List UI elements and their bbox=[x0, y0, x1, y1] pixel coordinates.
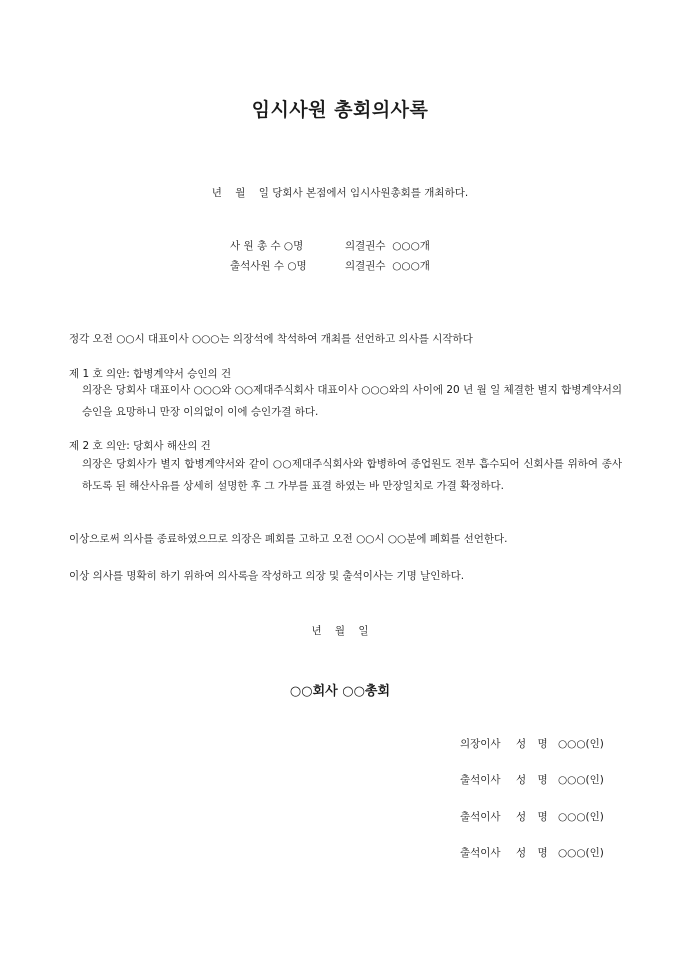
count-label: 출석사원 수 ○명 bbox=[230, 260, 307, 272]
agenda-heading-2: 제 2 호 의안: 당회사 해산의 건 bbox=[69, 440, 211, 452]
date-line: 년 월 일 bbox=[311, 625, 369, 637]
count-value: 의결권수 ○○○개 bbox=[345, 260, 430, 272]
count-row-members bbox=[230, 238, 430, 253]
closing-paragraph: 이상으로써 의사를 종료하였으므로 의장은 폐회를 고하고 오전 ○○시 ○○분에 폐회를 선언한다. bbox=[69, 533, 508, 545]
count-value: 의결권수 ○○○개 bbox=[345, 240, 430, 252]
record-note: 이상 의사를 명확히 하기 위하여 의사록을 작성하고 의장 및 출석이사는 기명 날인하다. bbox=[69, 570, 465, 582]
signature-name-label: 성 명 bbox=[516, 774, 548, 786]
signature-value: ○○○(인) bbox=[558, 811, 604, 823]
signature-name-label: 성 명 bbox=[516, 738, 548, 750]
intro-line: 년 월 일 당회사 본점에서 임시사원총회를 개최하다. bbox=[211, 187, 469, 199]
signature-role: 출석이사 bbox=[460, 847, 501, 859]
agenda-body-2: 의장은 당회사가 별지 합병계약서와 같이 ○○제대주식회사와 합병하여 종업원도 전부 흡수되어 신회사를 위하여 종사하도록 된 해산사유를 상세히 설명한 후 그 가부를 표결 하였는 바 만장일치로 가결 확정하다. bbox=[82, 458, 622, 492]
company-name: ○○회사 ○○총회 bbox=[289, 684, 391, 699]
agenda-heading-1: 제 1 호 의안: 합병계약서 승인의 건 bbox=[69, 368, 232, 380]
signature-role: 출석이사 bbox=[460, 811, 501, 823]
document-title: 임시사원 총회의사록 bbox=[251, 99, 429, 121]
signature-row bbox=[460, 772, 604, 787]
signature-role: 의장이사 bbox=[460, 738, 501, 750]
signature-row bbox=[460, 845, 604, 860]
signature-role: 출석이사 bbox=[460, 774, 501, 786]
signature-value: ○○○(인) bbox=[558, 847, 604, 859]
count-label: 사 원 총 수 ○명 bbox=[230, 240, 304, 252]
agenda-body-1: 의장은 당회사 대표이사 ○○○와 ○○제대주식회사 대표이사 ○○○와의 사이에 20 년 월 일 체결한 별지 합병계약서의 승인을 요망하니 만장 이의없이 이에 승인가결 하다. bbox=[82, 384, 622, 418]
signature-value: ○○○(인) bbox=[558, 774, 604, 786]
signature-name-label: 성 명 bbox=[516, 811, 548, 823]
signature-value: ○○○(인) bbox=[558, 738, 604, 750]
count-row-attending bbox=[230, 258, 430, 273]
signature-row bbox=[460, 809, 604, 824]
signature-name-label: 성 명 bbox=[516, 847, 548, 859]
opening-paragraph: 정각 오전 ○○시 대표이사 ○○○는 의장석에 착석하여 개최를 선언하고 의사를 시작하다 bbox=[69, 333, 473, 345]
signature-row bbox=[460, 736, 604, 751]
